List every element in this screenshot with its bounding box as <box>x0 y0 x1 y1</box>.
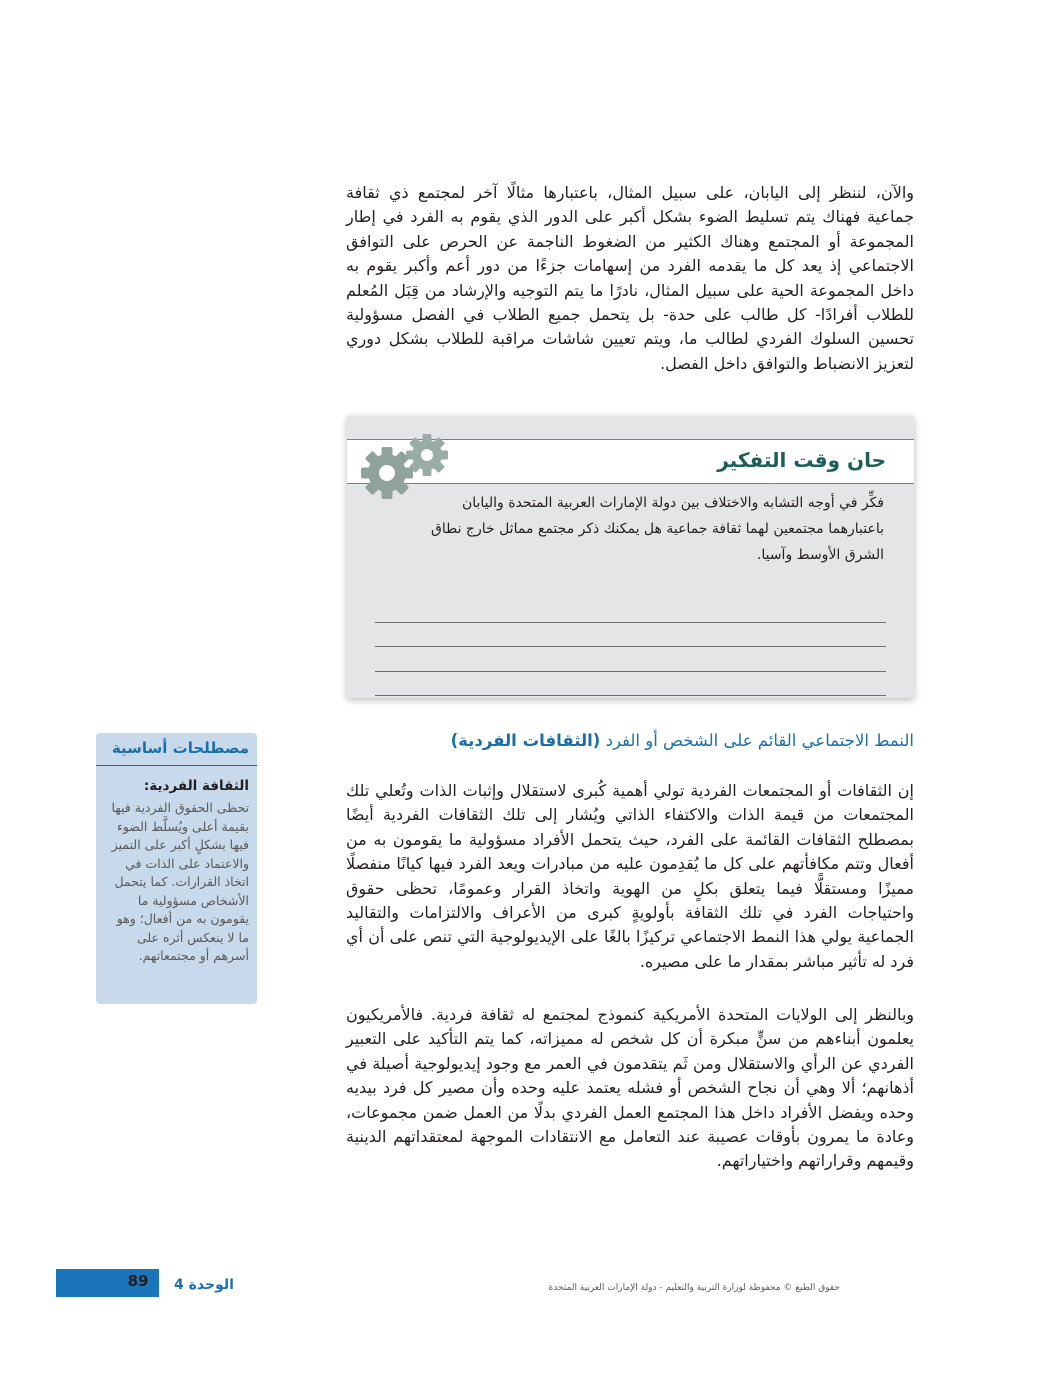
answer-line[interactable] <box>375 672 886 697</box>
answer-line[interactable] <box>375 598 886 623</box>
glossary-term: الثقافة الفردية: <box>143 778 249 794</box>
answer-line[interactable] <box>375 647 886 672</box>
body-paragraph: إن الثقافات أو المجتمعات الفردية تولي أهمية كُبرى لاستقلال وإثبات الذات وتُعلي تلك المجتمعات من قيمة الذات والاكتفاء الذاتي ويُشار إلى تلك الثقافات الفردية أيضًا بمصطلح الثقافات القائمة على الفرد، حيث يتحمل الأفراد مسؤولية ما يقومون به من أفعال وتتم مكافأتهم على كل ما يُقدِمون عليه من مبادرات ويعد الفرد فيها كيانًا منفصلًا مميزًا ومستقلًّا فيما يتعلق بكلٍ من الهوية واتخاذ القرار وعمومًا، تحظى حقوق واحتياجات الفرد في تلك الثقافة بأولويةٍ كبرى من الأعراف والالتزامات والتقاليد الجماعية يولي هذا النمط الاجتماعي تركيزًا بالغًا على الإيديولوجية التي تنص على أن أي فرد له تأثير مباشر بمقدار ما على مصيره. <box>346 781 914 971</box>
intro-paragraph: والآن، لننظر إلى اليابان، على سبيل المثال، باعتبارها مثالًا آخر لمجتمع ذي ثقافة جماعية فهناك يتم تسليط الضوء بشكل أكبر على الدور الذي يقوم به الفرد في إطار المجموعة أو المجتمع وهناك الكثير من الضغوط الناجمة عن الحرص على التوافق الاجتماعي إذ يعد كل ما يقدمه الفرد من إسهامات جزءًا من دور أعم وأكبر يقوم به داخل المجموعة الحية على سبيل المثال، نادرًا ما يتم التوجيه والإرشاد من قِبَل المُعلم للطلاب أفرادًا- كل طالب على حدة- بل يتحمل جميع الطلاب في الفصل مسؤولية تحسين السلوك الفردي لطالب ما، ويتم تعيين شاشات مراقبة للطلاب بشكل دوري لتعزيز الانضباط والتوافق داخل الفصل. <box>346 183 914 373</box>
thinking-time-box <box>347 416 914 698</box>
glossary-definition: تحظى الحقوق الفردية فيها بقيمة أعلى ويُسلَّط الضوء فيها بشكلٍ أكبر على التميز والاعتماد على الذات في اتخاذ القرارات. كما يتحمل الأشخاص مسؤولية ما يقومون به من أفعال؛ وهو ما لا ينعكس أثره على أسرهم أو مجتمعاتهم. <box>111 800 249 963</box>
section-heading <box>451 731 914 750</box>
answer-lines[interactable] <box>375 598 886 696</box>
page-number: 89 <box>127 1272 149 1290</box>
section-heading-text: النمط الاجتماعي القائم على الشخص أو الفرد <box>605 731 914 750</box>
section-heading-highlight: (الثقافات الفردية) <box>450 731 601 750</box>
answer-line[interactable] <box>375 623 886 648</box>
key-terms-title: مصطلحات أساسية <box>96 739 257 766</box>
key-terms-sidebar <box>96 733 257 1004</box>
thinking-prompt: فكِّر في أوجه التشابه والاختلاف بين دولة الإمارات العربية المتحدة واليابان باعتبارهما مجتمعين لهما ثقافة جماعية هل يمكنك ذكر مجتمع مماثل خارج نطاق الشرق الأوسط وآسيا. <box>430 495 884 563</box>
unit-label: الوحدة 4 <box>174 1277 234 1293</box>
thinking-box-title: حان وقت التفكير <box>717 448 886 472</box>
copyright-notice: حقوق الطبع © محفوظة لوزارة التربية والتعليم - دولة الإمارات العربية المتحدة <box>548 1283 840 1293</box>
gears-icon <box>355 421 455 501</box>
body-paragraph: وبالنظر إلى الولايات المتحدة الأمريكية كنموذج لمجتمع له ثقافة فردية. فالأمريكيون يعلمون أبناءهم من سنٍّ مبكرة أن كل شخص له مميزاته، كما يتم التأكيد على التعبير الفردي عن الرأي والاستقلال ومن ثَم يتقدمون في العمر مع وجود إيديولوجية أصيلة في أذهانهم؛ ألا وهي أن نجاح الشخص أو فشله يعتمد عليه وحده وأن مصير كل فرد بيديه وحده ويفضل الأفراد داخل هذا المجتمع العمل الفردي بدلًا من العمل ضمن مجموعات، وعادة ما يمرون بأوقات عصيبة عند التعامل مع الانتقادات الموجهة لمعتقداتهم الدينية وقيمهم وقراراتهم واختياراتهم. <box>346 1005 914 1171</box>
